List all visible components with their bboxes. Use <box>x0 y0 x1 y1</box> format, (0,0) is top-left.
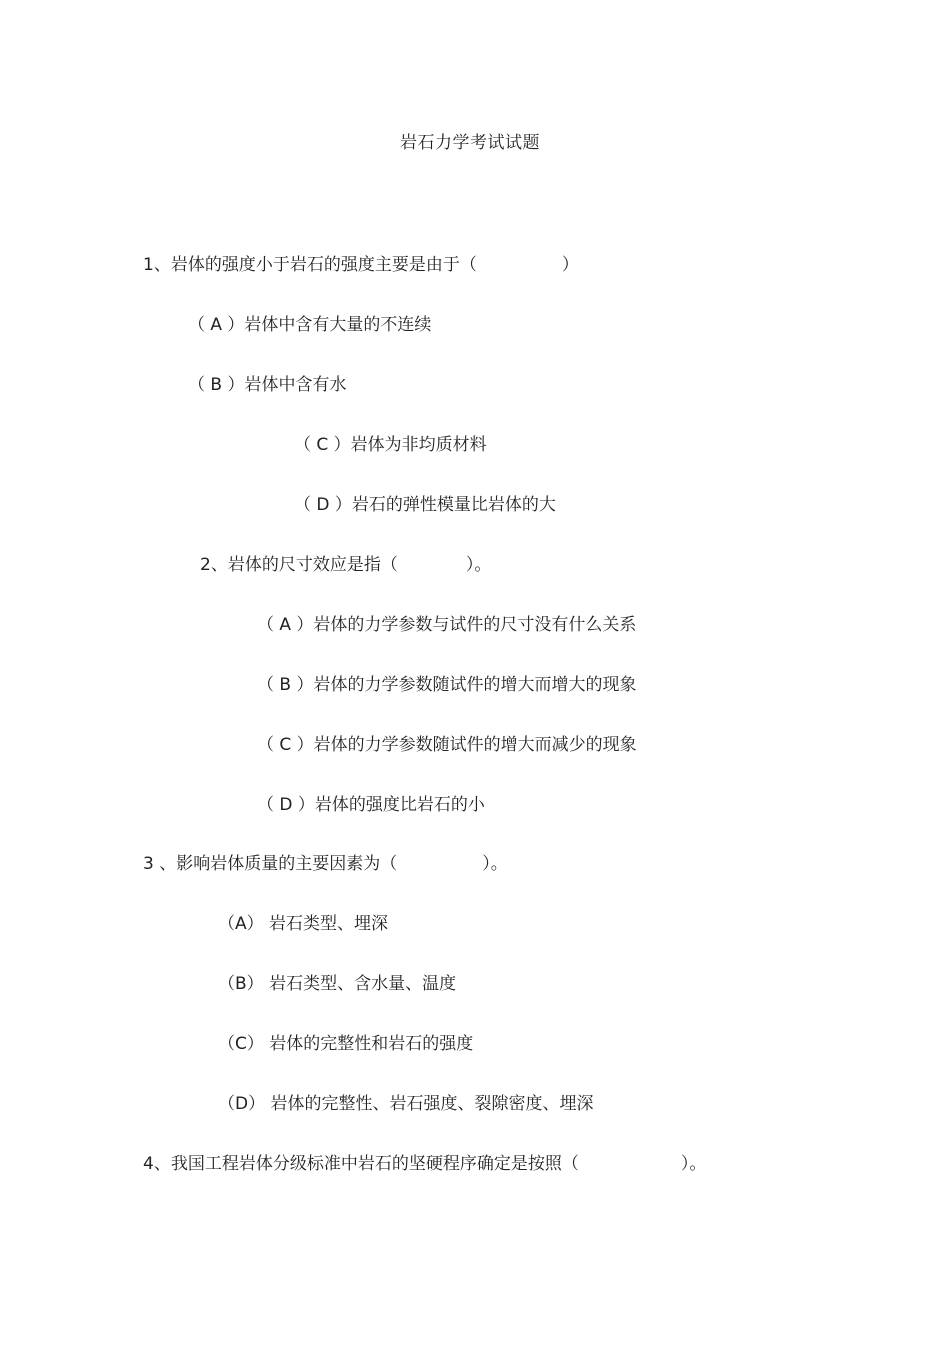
question-2-stem: 2、岩体的尺寸效应是指（ ）。 <box>200 555 492 575</box>
question-1-option-c: （ C ）岩体为非均质材料 <box>294 435 487 455</box>
question-1-stem: 1、岩体的强度小于岩石的强度主要是由于（ ） <box>143 255 579 275</box>
question-2-option-c: （ C ）岩体的力学参数随试件的增大而减少的现象 <box>257 735 637 755</box>
question-3-option-b: （B） 岩石类型、含水量、温度 <box>218 974 457 994</box>
question-3-stem: 3 、影响岩体质量的主要因素为（ ）。 <box>143 854 508 874</box>
question-3-option-d: （D） 岩体的完整性、岩石强度、裂隙密度、埋深 <box>218 1094 594 1114</box>
question-2-option-b: （ B ）岩体的力学参数随试件的增大而增大的现象 <box>257 675 637 695</box>
question-2-option-d: （ D ）岩体的强度比岩石的小 <box>257 795 485 815</box>
question-1-option-a: （ A ）岩体中含有大量的不连续 <box>188 315 432 335</box>
question-1-option-b: （ B ）岩体中含有水 <box>188 375 347 395</box>
question-3-option-c: （C） 岩体的完整性和岩石的强度 <box>218 1034 474 1054</box>
question-1-option-d: （ D ）岩石的弹性模量比岩体的大 <box>294 495 556 515</box>
question-4-stem: 4、我国工程岩体分级标准中岩石的坚硬程序确定是按照（ ）。 <box>143 1154 707 1174</box>
page-title: 岩石力学考试试题 <box>400 133 540 153</box>
question-2-option-a: （ A ）岩体的力学参数与试件的尺寸没有什么关系 <box>257 615 637 635</box>
question-3-option-a: （A） 岩石类型、埋深 <box>218 914 389 934</box>
